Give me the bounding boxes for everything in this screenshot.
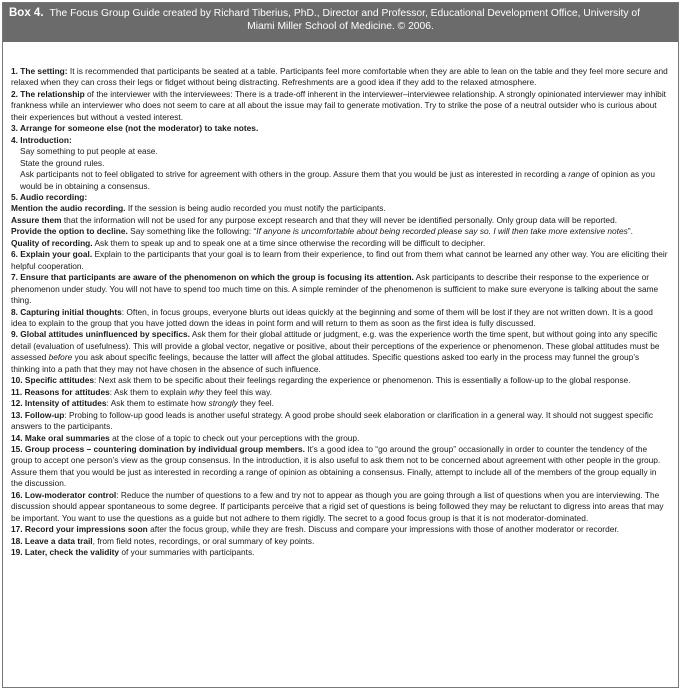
- box-header: [3, 3, 678, 42]
- item-4c: Ask participants not to feel obligated to strive for agreement with others in the group. Assure them that you would be just as interested in recording a range of opinion as you would be in obtaining a consensus.: [20, 169, 655, 191]
- box-title-line2: Miami Miller School of Medicine. © 2006.: [247, 21, 434, 32]
- item-13: 13. Follow-up: Probing to follow-up good leads is another useful strategy. A good probe should seek elaboration or clarification in a general way. It should not suggest specific answers to the participants.: [11, 409, 654, 432]
- item-18: 18. Leave a data trail, from field notes, recordings, or oral summary of key points.: [11, 535, 315, 546]
- item-17: 17. Record your impressions soon after the focus group, while they are fresh. Discuss and compare your impressions with those of another moderator or recorder.: [11, 524, 619, 535]
- item-7: 7. Ensure that participants are aware of the phenomenon on which the group is focusing its attention. Ask participants to describe their response to the experience or phenomenon under study. You will not have to spend too much time on this. A simple reminder of the phenomenon is sufficient to make sure everyone is talking about the same thing.: [11, 272, 659, 306]
- item-4b: State the ground rules.: [20, 157, 105, 168]
- item-5: 5. Audio recording:: [11, 191, 88, 202]
- item-6: 6. Explain your goal. Explain to the participants that your goal is to learn from their experience, to find out from them what cannot be learned any other way. You are eliciting their helpful cooperation.: [11, 249, 668, 271]
- item-1: 1. The setting: It is recommended that participants be seated at a table. Participants feel more comfortable when they are able to lean on the table and they feel more secure and relaxed when they can cross their legs or fidget without being distracting. Refreshments are a good idea if they add to the relaxed atmosphere.: [11, 66, 668, 88]
- item-4a: Say something to put people at ease.: [20, 146, 158, 157]
- guide-body: [3, 42, 678, 558]
- focus-group-guide-box: [2, 2, 679, 688]
- item-5c: Provide the option to decline. Say something like the following: “If anyone is uncomfortable about being recorded please say so. I will then take more extensive notes”.: [11, 226, 633, 237]
- box-title-line1: The Focus Group Guide created by Richard Tiberius, PhD., Director and Professor, Educational Development Office, University of: [49, 8, 640, 19]
- item-9: 9. Global attitudes uninfluenced by specifics. Ask them for their global attitude or judgment, e.g. was the experience worth the time spent, but without going into any specific detail (evaluation of usefulness). This will provide a global vector, negative or positive, about their perceptions of the experience or phenomenon. These global attitudes must be assessed before you ask about specific feelings, because the latter will affect the global attitudes. Specific questions asked too early in the process may funnel the group’s thinking into a path that they may not have chosen in the absence of such influence.: [11, 329, 660, 374]
- box-label: Box 4.: [9, 7, 44, 19]
- item-5a: Mention the audio recording. If the session is being audio recorded you must notify the participants.: [11, 203, 386, 214]
- item-4: 4. Introduction:: [11, 134, 72, 145]
- item-11: 11. Reasons for attitudes: Ask them to explain why they feel this way.: [11, 386, 272, 397]
- item-16: 16. Low-moderator control: Reduce the number of questions to a few and try not to appear as though you are going through a list of questions when you are interviewing. The discussion should appear spontaneous to some degree. If participants perceive that a rigid set of questions is being followed they may be reluctant to digress into areas that may be important. You want to use the questions as a guide but not adhere to them rigidly. The secret to a good focus group is that it is not moderator-dominated.: [11, 489, 664, 523]
- item-14: 14. Make oral summaries at the close of a topic to check out your perceptions with the group.: [11, 432, 360, 443]
- item-12: 12. Intensity of attitudes: Ask them to estimate how strongly they feel.: [11, 398, 274, 409]
- item-10: 10. Specific attitudes: Next ask them to be specific about their feelings regarding the experience or phenomenon. This is essentially a follow-up to the global response.: [11, 375, 631, 386]
- item-2: 2. The relationship of the interviewer with the interviewees: There is a trade-off inherent in the interviewer–interviewee relationship. A strongly opinionated interviewer may inhibit frankness while an interviewer who does not seem to care at all about the issue may fail to generate motivation. Try to strike the pose of a neutral outsider who is curious about their experiences but without a vested interest.: [11, 88, 666, 122]
- item-5b: Assure them that the information will not be used for any purpose except research and that they will never be identified personally. Only group data will be reported.: [11, 214, 618, 225]
- item-19: 19. Later, check the validity of your summaries with participants.: [11, 547, 255, 558]
- item-8: 8. Capturing initial thoughts: Often, in focus groups, everyone blurts out ideas quickly at the beginning and some of them will be lost if they are not written down. It is a good idea to explain to the group that you have jotted down the ideas in point form and will return to them as soon as the first idea is fully discussed.: [11, 306, 653, 328]
- item-15: 15. Group process – countering domination by individual group members. It’s a good idea to “go around the group” occasionally in order to counter the tendency of the group to accept one person’s view as the group consensus. In the introduction, it is also useful to ask them not to be concerned about agreement with other people in the group. Assure them that you would be just as interested in recording a range of opinion as obtaining a consensus. Finally, attempt to include all of the members of the group equally in the discussion.: [11, 443, 661, 489]
- item-3: 3. Arrange for someone else (not the moderator) to take notes.: [11, 123, 259, 134]
- item-5d: Quality of recording. Ask them to speak up and to speak one at a time since otherwise the recording will be difficult to decipher.: [11, 237, 486, 248]
